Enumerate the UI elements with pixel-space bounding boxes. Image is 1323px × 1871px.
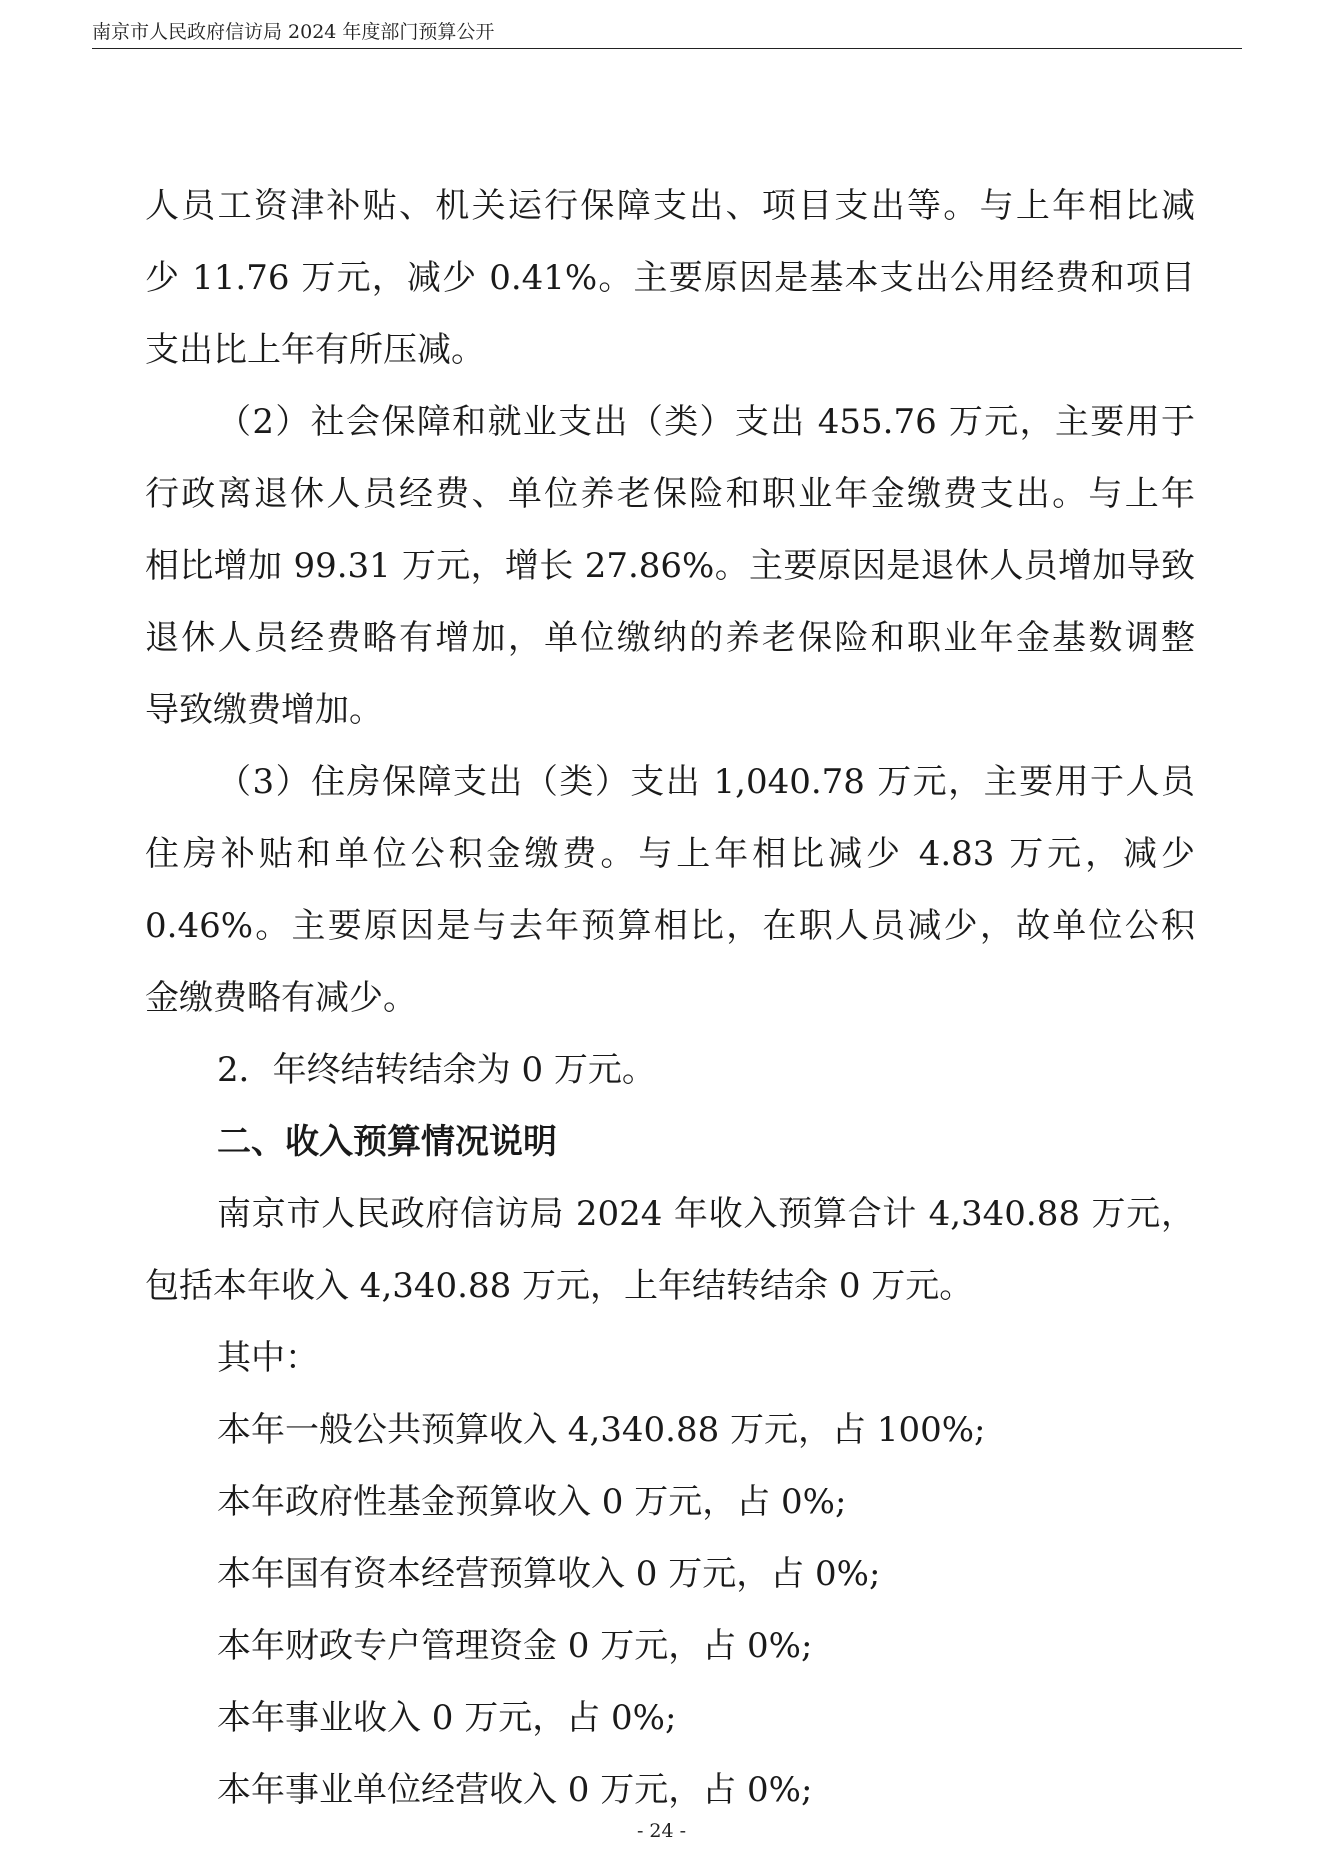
paragraph-line: 行政离退休人员经费、单位养老保险和职业年金缴费支出。与上年 — [145, 474, 1195, 514]
paragraph-line: 本年一般公共预算收入 4,340.88 万元，占 100%; — [217, 1410, 986, 1450]
paragraph-line: 相比增加 99.31 万元，增长 27.86%。主要原因是退休人员增加导致 — [145, 546, 1195, 586]
paragraph-line: 金缴费略有减少。 — [145, 978, 417, 1018]
paragraph-line: （2）社会保障和就业支出（类）支出 455.76 万元，主要用于 — [217, 402, 1195, 442]
document-body — [145, 170, 1195, 1826]
paragraph-line: 少 11.76 万元，减少 0.41%。主要原因是基本支出公用经费和项目 — [145, 258, 1195, 298]
paragraph-line: 本年事业收入 0 万元，占 0%; — [217, 1698, 677, 1738]
paragraph-line: 住房补贴和单位公积金缴费。与上年相比减少 4.83 万元，减少 — [145, 834, 1195, 874]
paragraph-line: 0.46%。主要原因是与去年预算相比，在职人员减少，故单位公积 — [145, 906, 1195, 946]
paragraph-line: 本年财政专户管理资金 0 万元，占 0%; — [217, 1626, 813, 1666]
paragraph-line: 支出比上年有所压减。 — [145, 330, 485, 370]
paragraph-line: 退休人员经费略有增加，单位缴纳的养老保险和职业年金基数调整 — [145, 618, 1195, 658]
header-title: 南京市人民政府信访局 2024 年度部门预算公开 — [92, 21, 495, 43]
page-header — [92, 20, 1242, 49]
paragraph-line: 包括本年收入 4,340.88 万元，上年结转结余 0 万元。 — [145, 1266, 974, 1306]
paragraph-line: 本年国有资本经营预算收入 0 万元，占 0%; — [217, 1554, 881, 1594]
paragraph-line: 人员工资津补贴、机关运行保障支出、项目支出等。与上年相比减 — [145, 186, 1195, 226]
paragraph-line: 本年事业单位经营收入 0 万元，占 0%; — [217, 1770, 813, 1810]
page-number: - 24 - — [636, 1820, 687, 1842]
paragraph-line: 2．年终结转结余为 0 万元。 — [217, 1050, 656, 1090]
paragraph-line: 其中： — [217, 1338, 319, 1378]
paragraph-line: （3）住房保障支出（类）支出 1,040.78 万元，主要用于人员 — [217, 762, 1195, 802]
paragraph-line: 南京市人民政府信访局 2024 年收入预算合计 4,340.88 万元， — [217, 1194, 1195, 1234]
paragraph-line: 本年政府性基金预算收入 0 万元，占 0%; — [217, 1482, 847, 1522]
paragraph-line: 导致缴费增加。 — [145, 690, 383, 730]
section-heading: 二、收入预算情况说明 — [217, 1122, 557, 1162]
